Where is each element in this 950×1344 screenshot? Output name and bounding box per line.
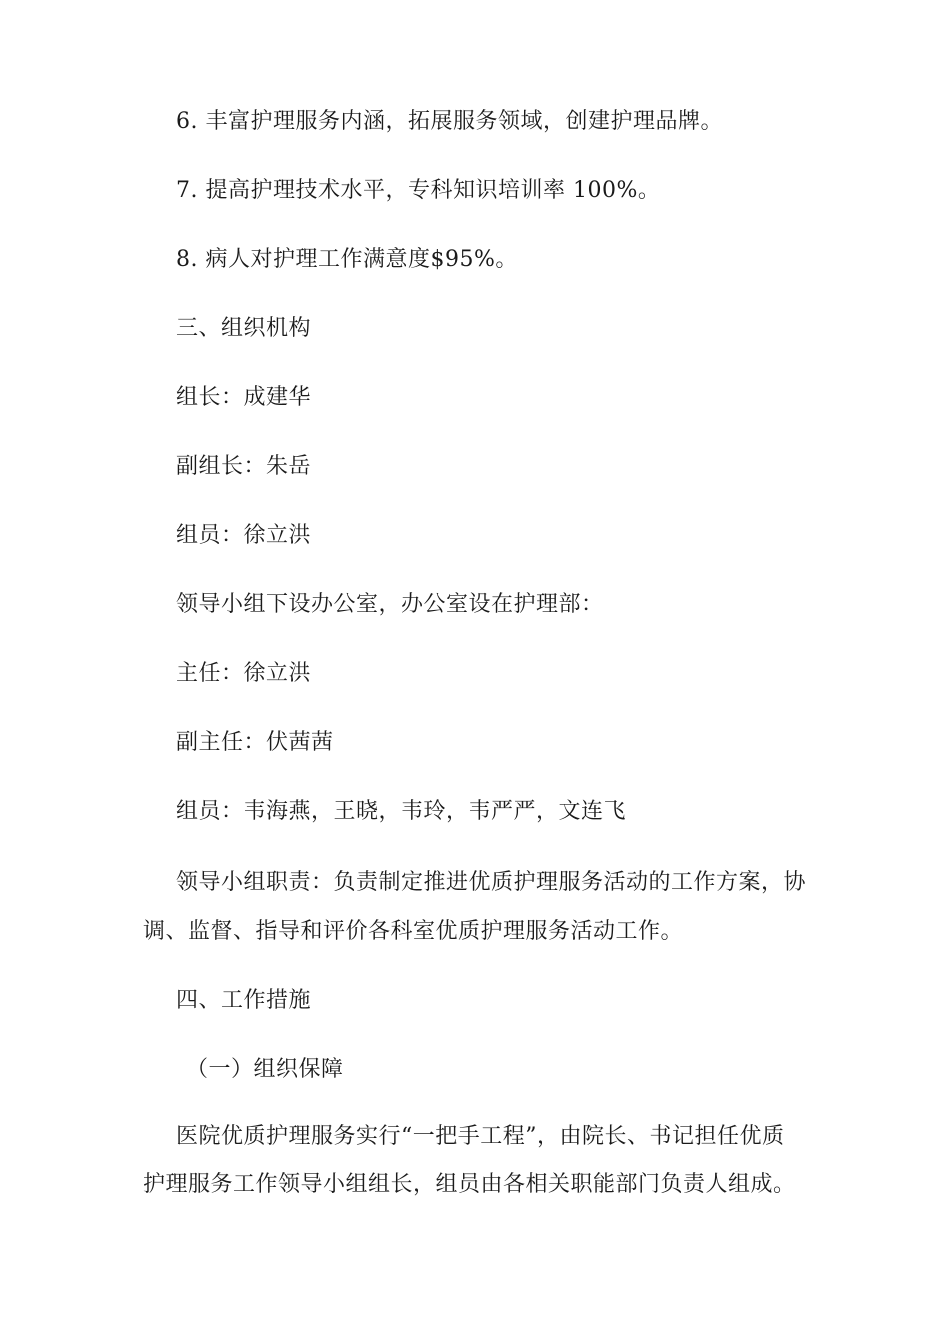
group-leader: 组长：成建华 <box>176 385 312 410</box>
office-note: 领导小组下设办公室，办公室设在护理部： <box>176 592 604 617</box>
office-director: 主任：徐立洪 <box>176 661 312 686</box>
goal-item-6: 6. 丰富护理服务内涵，拓展服务领域，创建护理品牌。 <box>176 109 723 134</box>
office-members: 组员：韦海燕，王晓，韦玲，韦严严，文连飞 <box>176 799 627 824</box>
subsection-heading-organization-guarantee: （一）组织保障 <box>186 1057 344 1082</box>
goal-item-7: 7. 提高护理技术水平，专科知识培训率 100%。 <box>176 178 661 203</box>
guarantee-paragraph-line-2: 护理服务工作领导小组组长，组员由各相关职能部门负责人组成。 <box>143 1172 796 1197</box>
guarantee-paragraph-line-1: 医院优质护理服务实行“一把手工程”，由院长、书记担任优质 <box>176 1124 785 1149</box>
section-heading-measures: 四、工作措施 <box>176 988 312 1013</box>
goal-item-8: 8. 病人对护理工作满意度$95%。 <box>176 247 518 272</box>
responsibilities-paragraph-line-1: 领导小组职责：负责制定推进优质护理服务活动的工作方案，协 <box>176 870 807 895</box>
group-member: 组员：徐立洪 <box>176 523 312 548</box>
responsibilities-paragraph-line-2: 调、监督、指导和评价各科室优质护理服务活动工作。 <box>143 919 684 944</box>
office-deputy-director: 副主任：伏茜茜 <box>176 730 334 755</box>
deputy-group-leader: 副组长：朱岳 <box>176 454 312 479</box>
section-heading-organization: 三、组织机构 <box>176 316 312 341</box>
